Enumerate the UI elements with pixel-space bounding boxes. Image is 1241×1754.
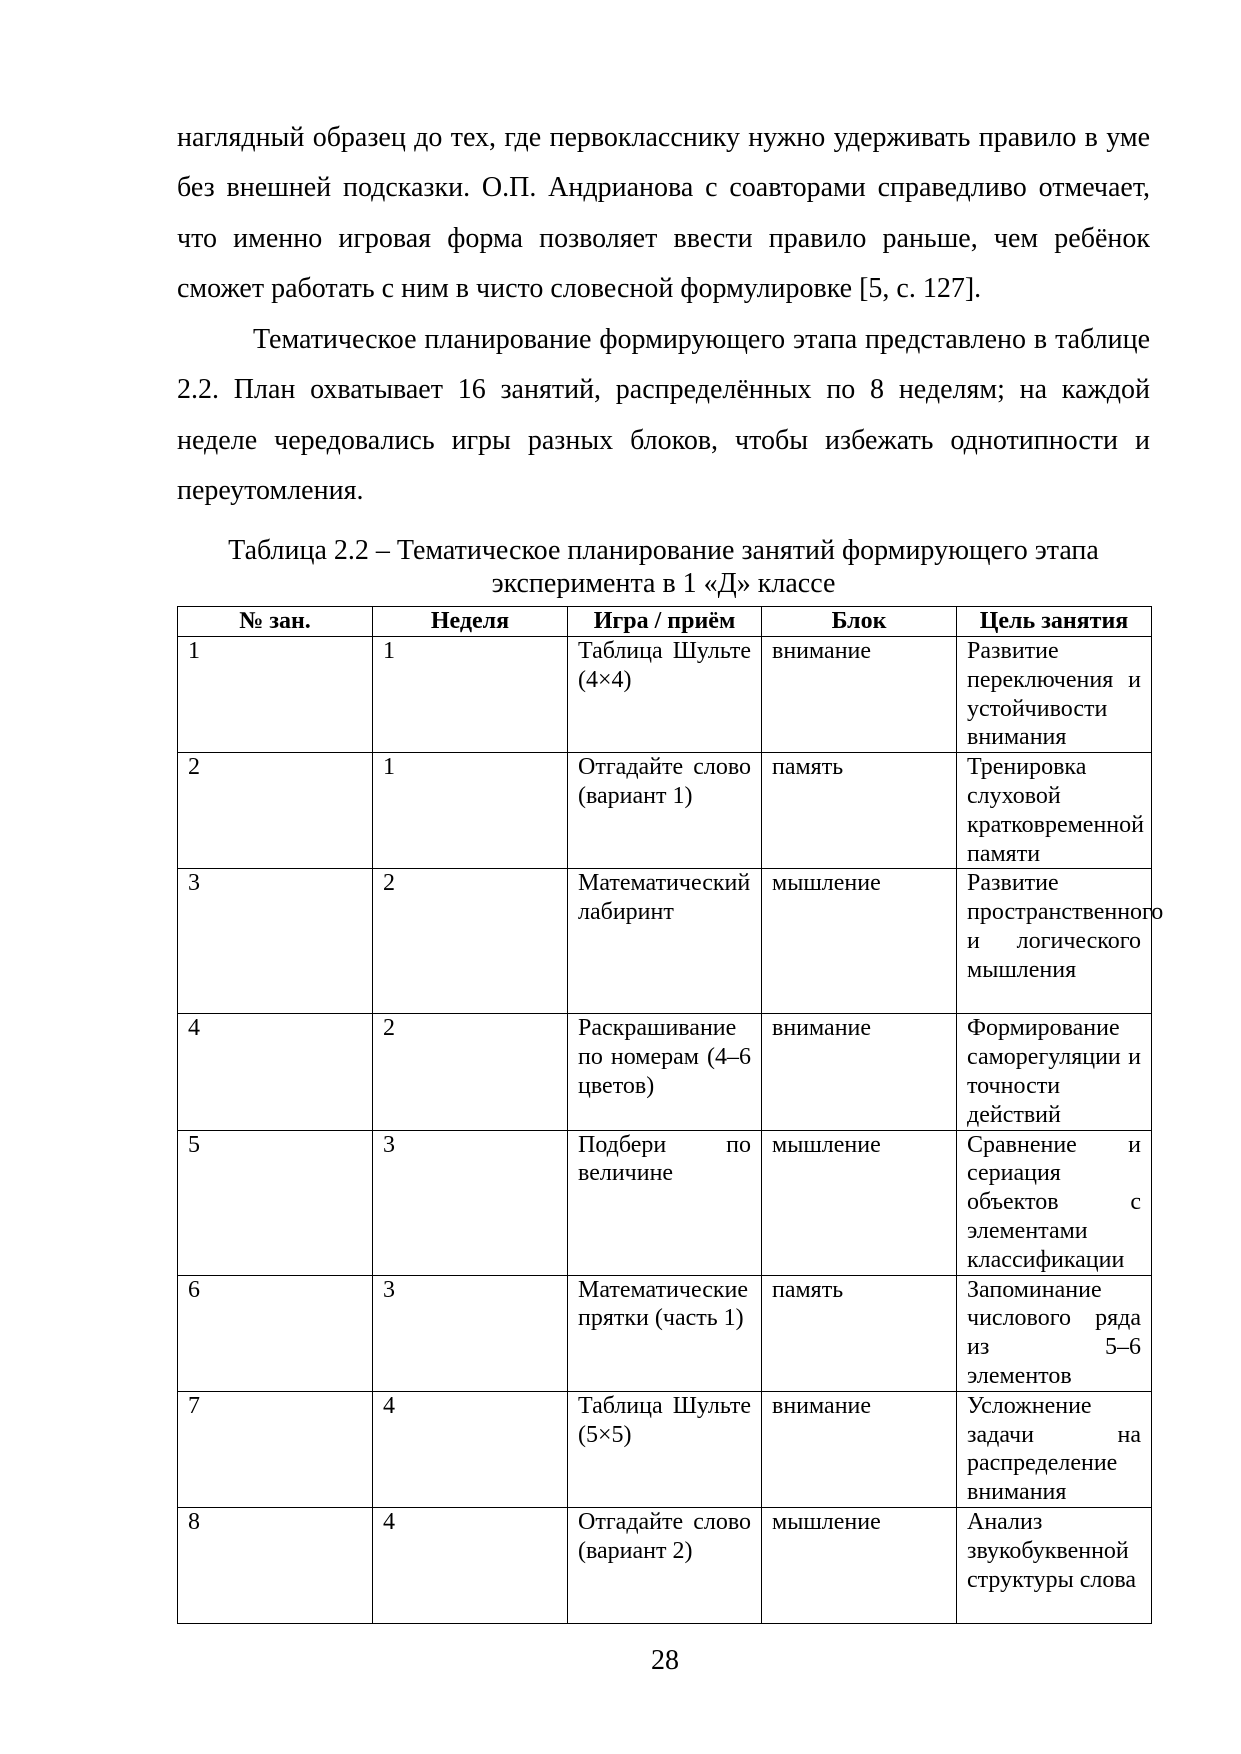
cell-game: Математические прятки (часть 1): [568, 1275, 762, 1391]
cell-goal: Развитие переключения и устойчивости внимания: [957, 637, 1152, 753]
cell-lesson-number: 5: [178, 1130, 373, 1275]
cell-block: мышление: [762, 1130, 957, 1275]
cell-game: Отгадайте слово (вариант 2): [568, 1507, 762, 1623]
cell-goal: Формирование саморегуляции и точности действий: [957, 1014, 1152, 1130]
cell-game: Раскрашивание по номерам (4–6 цветов): [568, 1014, 762, 1130]
paragraph-text: наглядный образец до тех, где первокласснику нужно удерживать правило в уме без внешней подсказки. О.П. Андрианова с соавторами справедливо отмечает, что именно игровая форма позволяет ввести правило раньше, чем ребёнок сможет работать с ним в чисто словесной формулировке [5, с. 127].: [177, 122, 1150, 305]
cell-lesson-number: 2: [178, 753, 373, 869]
cell-block: внимание: [762, 1014, 957, 1130]
table-header-row: [178, 607, 1152, 637]
table-row: [178, 869, 1152, 1014]
cell-week: 2: [373, 1014, 568, 1130]
cell-goal: Анализ звукобуквенной структуры слова: [957, 1507, 1152, 1623]
cell-game: Подбери по величине: [568, 1130, 762, 1275]
cell-game: Отгадайте слово (вариант 1): [568, 753, 762, 869]
header-week: Неделя: [373, 607, 568, 637]
header-goal: Цель занятия: [957, 607, 1152, 637]
page-number: 28: [651, 1645, 679, 1676]
cell-lesson-number: 6: [178, 1275, 373, 1391]
cell-lesson-number: 8: [178, 1507, 373, 1623]
table-row: [178, 1507, 1152, 1623]
cell-block: внимание: [762, 637, 957, 753]
header-game: Игра / приём: [568, 607, 762, 637]
cell-game: Таблица Шульте (5×5): [568, 1391, 762, 1507]
cell-week: 1: [373, 753, 568, 869]
table-row: [178, 637, 1152, 753]
cell-week: 3: [373, 1275, 568, 1391]
cell-game: Математический лабиринт: [568, 869, 762, 1014]
cell-lesson-number: 7: [178, 1391, 373, 1507]
cell-lesson-number: 1: [178, 637, 373, 753]
table-row: [178, 1391, 1152, 1507]
cell-block: мышление: [762, 869, 957, 1014]
cell-week: 4: [373, 1507, 568, 1623]
table-row: [178, 1275, 1152, 1391]
cell-week: 3: [373, 1130, 568, 1275]
cell-lesson-number: 4: [178, 1014, 373, 1130]
table-caption: Таблица 2.2 – Тематическое планирование занятий формирующего этапа эксперимента в 1 «Д» классе: [228, 535, 1099, 599]
cell-week: 1: [373, 637, 568, 753]
cell-goal: Сравнение и сериация объектов с элементами классификации: [957, 1130, 1152, 1275]
body-text-paragraph-1: [177, 113, 1150, 315]
header-lesson-number: № зан.: [178, 607, 373, 637]
cell-game: Таблица Шульте (4×4): [568, 637, 762, 753]
cell-block: память: [762, 753, 957, 869]
table-row: [178, 753, 1152, 869]
cell-goal: Запоминание числового ряда из 5–6 элементов: [957, 1275, 1152, 1391]
table-row: [178, 1130, 1152, 1275]
planning-table: [177, 606, 1164, 1624]
body-text-paragraph-2: [177, 315, 1150, 517]
cell-week: 2: [373, 869, 568, 1014]
cell-week: 4: [373, 1391, 568, 1507]
cell-goal: Тренировка слуховой кратковременной памяти: [957, 753, 1152, 869]
cell-goal: Усложнение задачи на распределение внимания: [957, 1391, 1152, 1507]
paragraph-text: Тематическое планирование формирующего этапа представлено в таблице 2.2. План охватывает 16 занятий, распределённых по 8 неделям; на каждой неделе чередовались игры разных блоков, чтобы избежать однотипности и переутомления.: [177, 324, 1150, 507]
cell-goal: Развитие пространственного и логического мышления: [957, 869, 1152, 1014]
header-block: Блок: [762, 607, 957, 637]
cell-lesson-number: 3: [178, 869, 373, 1014]
cell-block: мышление: [762, 1507, 957, 1623]
cell-block: память: [762, 1275, 957, 1391]
cell-block: внимание: [762, 1391, 957, 1507]
table-row: [178, 1014, 1152, 1130]
